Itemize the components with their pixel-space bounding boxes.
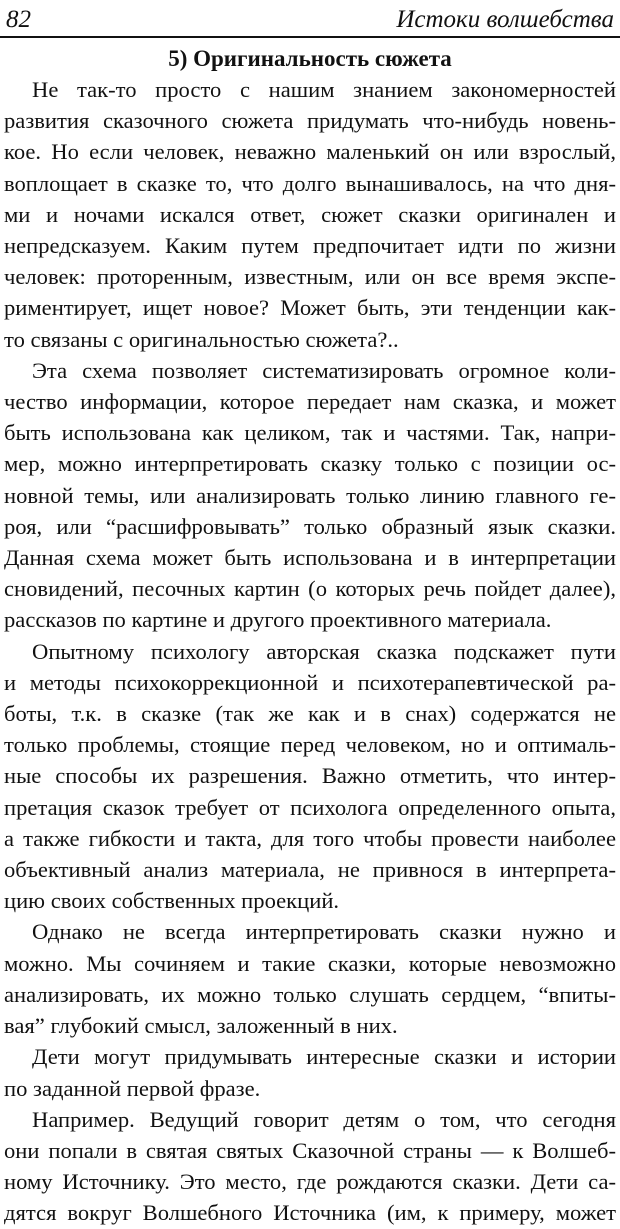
running-header: [6, 2, 614, 34]
text-line: боты, т.к. в сказке (так же как и в снах) содержатся не: [4, 701, 616, 727]
text-line: ному Источнику. Это место, где рождаются сказки. Дети са-: [4, 1169, 616, 1195]
text-line: новной темы, или анализировать только линию главного ге-: [4, 482, 616, 508]
text-line: по заданной первой фразе.: [4, 1075, 261, 1101]
text-line: можно. Мы сочиняем и такие сказки, которые невозможно: [4, 950, 616, 976]
text-line: человек: проторенным, известным, или он все время экспе-: [4, 264, 616, 290]
page-body: [4, 43, 616, 1229]
paragraph: [4, 636, 616, 917]
text-line: только проблемы, стоящие перед человеком, но и оптималь-: [4, 732, 616, 758]
text-line: кое. Но если человек, неважно маленький он или взрослый,: [4, 139, 616, 165]
paragraph: [4, 1104, 616, 1229]
text-line: роя, или “расшифровывать” только образный язык сказки.: [4, 513, 616, 539]
text-line: и методы психокоррекционной и психотерапевтической ра-: [4, 669, 616, 695]
text-line: рассказов по картине и другого проективного материала.: [4, 607, 552, 633]
text-line: Например. Ведущий говорит детям о том, что сегодня: [32, 1106, 616, 1132]
text-line: мер, можно интерпретировать сказку только с позиции ос-: [4, 451, 616, 477]
text-line: сновидений, песочных картин (о которых речь пойдет далее),: [4, 576, 616, 602]
text-line: дятся вокруг Волшебного Источника (им, к примеру, может: [4, 1200, 616, 1226]
text-line: то связаны с оригинальностью сюжета?..: [4, 326, 399, 352]
paragraph: [4, 916, 616, 1041]
book-title: Истоки волшебства: [396, 6, 614, 33]
text-line: ми и ночами искался ответ, сюжет сказки оригинален и: [4, 201, 616, 227]
text-line: ные способы их разрешения. Важно отметить, что интер-: [4, 763, 616, 789]
text-line: риментирует, ищет новое? Может быть, эти тенденции как-: [4, 295, 616, 321]
header-rule: [0, 36, 620, 38]
paragraph: [4, 355, 616, 636]
page-number: 82: [6, 6, 31, 33]
text-line: цию своих собственных проекций.: [4, 888, 340, 914]
paragraphs: [4, 74, 616, 1229]
text-line: Эта схема позволяет систематизировать огромное коли-: [32, 357, 616, 383]
text-line: анализировать, их можно только слушать сердцем, “впиты-: [4, 981, 616, 1007]
text-line: Не так-то просто с нашим знанием закономерностей: [32, 77, 616, 102]
text-line: Данная схема может быть использована и в интерпретации: [4, 545, 616, 571]
text-line: развития сказочного сюжета придумать что-нибудь новень-: [4, 108, 616, 134]
paragraph: [4, 1041, 616, 1103]
text-line: они попали в святая святых Сказочной страны — к Волшеб-: [4, 1137, 616, 1163]
text-line: Дети могут придумывать интересные сказки и истории: [32, 1044, 616, 1070]
paragraph: [4, 74, 616, 355]
text-line: объективный анализ материала, не привнося в интерпрета-: [4, 857, 616, 883]
text-line: претация сказок требует от психолога определенного опыта,: [4, 794, 616, 820]
text-line: Опытному психологу авторская сказка подскажет пути: [32, 638, 616, 664]
text-line: непредсказуем. Каким путем предпочитает идти по жизни: [4, 233, 616, 259]
text-line: а также гибкости и такта, для того чтобы провести наиболее: [4, 825, 616, 851]
text-line: воплощает в сказке то, что долго вынашивалось, на что дня-: [4, 170, 616, 196]
text-line: вая” глубокий смысл, заложенный в них.: [4, 1013, 398, 1039]
text-line: быть использована как целиком, так и частями. Так, напри-: [4, 420, 616, 446]
text-line: чество информации, которое передает нам сказка, и может: [4, 389, 616, 415]
text-line: Однако не всегда интерпретировать сказки нужно и: [32, 919, 616, 945]
section-title: 5) Оригинальность сюжета: [168, 46, 452, 71]
